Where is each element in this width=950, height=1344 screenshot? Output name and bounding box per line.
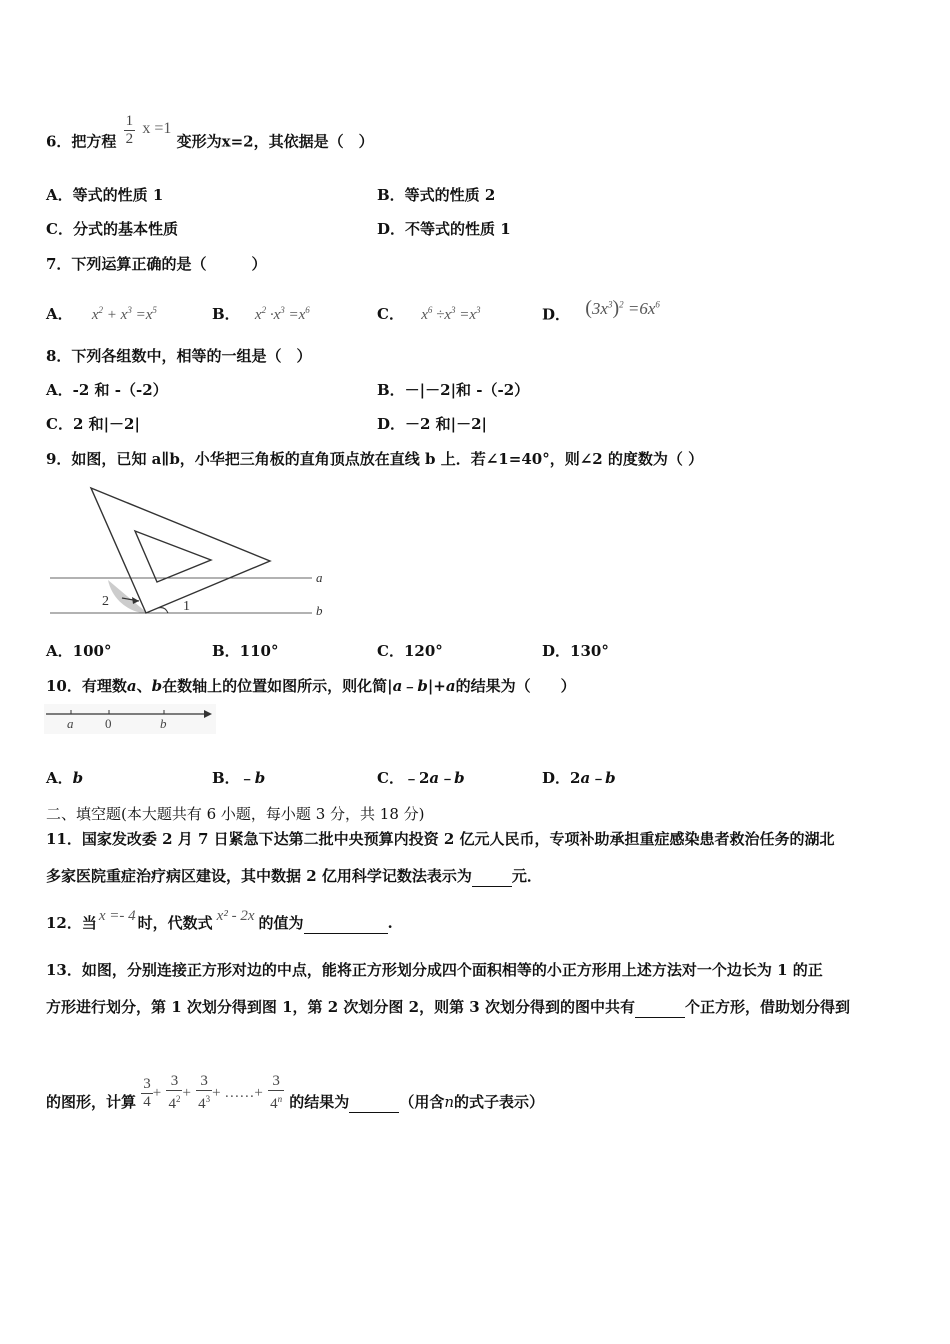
- question-11-line-2: [46, 866, 542, 887]
- q8-option-a[interactable]: A．-2 和 -（-2）: [46, 381, 168, 399]
- q7-label-d: D．: [542, 305, 571, 324]
- q10-stem-3: 的结果为（ ）: [455, 677, 576, 695]
- q6-fraction: [124, 113, 136, 148]
- question-12: [46, 908, 393, 934]
- q9-triangle-figure: [46, 482, 338, 618]
- q10-option-a[interactable]: [46, 768, 83, 788]
- q7-label-a: A．: [46, 305, 73, 323]
- q6-frac-num: 1: [125, 113, 134, 129]
- q7-option-d[interactable]: [542, 296, 660, 325]
- q13-term-n: $\frac{3}{4^n}$: [270, 1073, 283, 1112]
- q13-answer-blank-2[interactable]: [349, 1092, 399, 1113]
- q10-stem-2: 在数轴上的位置如图所示，则化简|: [162, 677, 393, 695]
- q10-math-c: a﹣b: [429, 769, 465, 787]
- q13-term-2: $\frac{3}{4^2}$: [168, 1073, 181, 1112]
- q6-prefix: 6．把方程: [46, 132, 117, 151]
- question-10: [46, 676, 576, 696]
- axis-label-b: b: [160, 716, 167, 731]
- q8-option-c[interactable]: C．2 和|－2|: [46, 415, 140, 433]
- q10-expr-a: a: [392, 677, 403, 695]
- question-11-line-1: 11．国家发改委 2 月 7 日紧急下达第二批中央预算内投资 2 亿元人民币，专项补助承担重症感染患者救治任务的湖北: [46, 830, 835, 848]
- q13-series: $\frac{3}{4}$ + $\frac{3}{4^2}$ + $\frac{3}{4^3}$ + ……+ $\frac{3}{4^n}$: [143, 1073, 283, 1112]
- q10-number-line: [44, 704, 216, 734]
- q12-suffix: 的值为: [258, 914, 304, 932]
- q13-term-3: $\frac{3}{4^3}$: [198, 1073, 211, 1112]
- q10-stem-1: 10．有理数: [46, 677, 127, 695]
- q10-math-d: a﹣b: [580, 769, 616, 787]
- q6-frac-den: 2: [125, 131, 134, 147]
- q13-text-b: 个正方形，借助划分得到: [684, 998, 850, 1016]
- q10-label-b: B．﹣: [212, 769, 255, 787]
- q11-end: 元．: [511, 867, 542, 885]
- q10-expr-mid: ﹣: [402, 677, 418, 695]
- q12-expression: x² - 2x: [216, 908, 255, 924]
- q12-end: .: [387, 914, 393, 932]
- q10-sep: 、: [136, 677, 152, 695]
- q12-answer-blank[interactable]: [304, 913, 388, 934]
- q11-text: 多家医院重症治疗病区建设，其中数据 2 亿用科学记数法表示为: [46, 867, 472, 885]
- question-13-line-1: 13．如图，分别连接正方形对边的中点，能将正方形划分成四个面积相等的小正方形用上述方法对一个边长为 1 的正: [46, 961, 823, 979]
- q10-math-a: b: [72, 769, 84, 787]
- q13-answer-blank-1[interactable]: [635, 997, 685, 1018]
- q13-term-1: $\frac{3}{4}$: [143, 1075, 151, 1110]
- axis-label-a: a: [67, 716, 74, 731]
- question-7: 7．下列运算正确的是（ ）: [46, 255, 267, 273]
- q10-option-c[interactable]: [377, 768, 465, 788]
- q13-var-n: n: [444, 1093, 454, 1111]
- q13-text-e: （用含: [399, 1093, 445, 1111]
- q7-label-b: B．: [212, 305, 240, 323]
- q13-dots: + ……+: [212, 1085, 263, 1101]
- q13-text-f: 的式子表示）: [454, 1093, 545, 1111]
- q7-expr-d: $(3x^3)^2 =6x^6$: [585, 296, 660, 319]
- q10-math-b: b: [254, 769, 266, 787]
- q9-option-c[interactable]: C．120°: [377, 642, 443, 660]
- label-b: b: [316, 603, 323, 618]
- q6-suffix: 变形为x=2，其依据是（ ）: [176, 132, 374, 151]
- q9-option-d[interactable]: D．130°: [542, 642, 609, 660]
- q10-expr-a2: a: [445, 677, 456, 695]
- triangle-inner: [135, 531, 211, 582]
- angle-2-arrowhead: [132, 597, 139, 604]
- axis-label-zero: 0: [105, 716, 112, 731]
- q10-label-a: A．: [46, 769, 73, 787]
- q7-option-b[interactable]: [212, 300, 310, 325]
- label-angle-1: 1: [183, 599, 190, 614]
- q13-text-a: 方形进行划分，第 1 次划分得到图 1，第 2 次划分图 2，则第 3 次划分得到的图中共有: [46, 998, 635, 1016]
- q7-option-a[interactable]: [46, 300, 157, 325]
- q7-option-c[interactable]: [377, 300, 481, 325]
- q10-label-d: D．2: [542, 769, 581, 787]
- q10-option-b[interactable]: [212, 768, 265, 788]
- q11-answer-blank[interactable]: [472, 866, 512, 887]
- label-a: a: [316, 570, 323, 585]
- q7-expr-b: $x^2 \cdot x^3 =x^6$: [254, 305, 310, 323]
- q7-expr-a: $x^2 + x^3 =x^5$: [91, 305, 157, 323]
- label-angle-2: 2: [102, 594, 109, 609]
- q8-option-d[interactable]: D．－2 和|－2|: [377, 415, 488, 433]
- q12-prefix: 12．当: [46, 914, 97, 932]
- q6-option-c[interactable]: C．分式的基本性质: [46, 220, 178, 238]
- q9-option-b[interactable]: B．110°: [212, 642, 279, 660]
- question-8: 8．下列各组数中，相等的一组是（ ）: [46, 347, 312, 365]
- question-9: 9．如图，已知 a∥b，小华把三角板的直角顶点放在直线 b 上．若∠1=40°，则∠2 的度数为（ ）: [46, 450, 704, 468]
- q7-label-c: C．: [377, 305, 404, 323]
- q10-var-b: b: [151, 677, 163, 695]
- q10-option-d[interactable]: [542, 768, 616, 788]
- q10-expr-end: |+: [427, 677, 446, 695]
- question-13-line-2: [46, 997, 850, 1018]
- section-2-heading: 二、填空题(本大题共有 6 小题，每小题 3 分，共 18 分): [46, 805, 425, 823]
- q7-expr-c: $x^6 \div x^3 =x^3$: [421, 305, 481, 323]
- q13-text-d: 的结果为: [289, 1093, 350, 1111]
- q12-condition: x =- 4: [98, 908, 136, 924]
- question-13-line-3: [46, 1073, 545, 1123]
- q13-text-c: 的图形，计算: [46, 1093, 137, 1111]
- q10-expr-b: b: [417, 677, 428, 695]
- angle-1-arc: [158, 608, 168, 613]
- q6-option-a[interactable]: A．等式的性质 1: [46, 186, 164, 204]
- q10-var-a: a: [126, 677, 137, 695]
- question-6: [46, 113, 374, 160]
- q10-label-c: C．﹣2: [377, 769, 430, 787]
- q9-option-a[interactable]: A．100°: [46, 642, 112, 660]
- q6-equation: x =1: [142, 119, 172, 137]
- q12-mid: 时，代数式: [137, 914, 213, 932]
- q6-option-b[interactable]: B．等式的性质 2: [377, 186, 496, 204]
- q8-option-b[interactable]: B．－|－2|和 -（-2）: [377, 381, 530, 399]
- angle-2-shade: [108, 580, 146, 613]
- q6-option-d[interactable]: D．不等式的性质 1: [377, 220, 511, 238]
